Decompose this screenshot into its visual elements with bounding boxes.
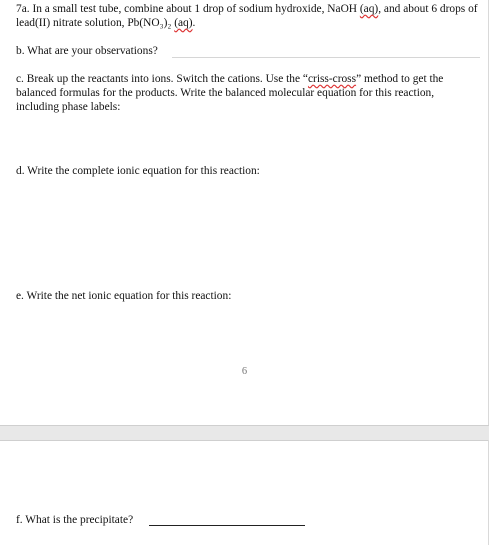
- phase-label-aq-1: (aq): [359, 3, 379, 15]
- question-7a-text-part3: .: [192, 17, 196, 29]
- question-7c: [16, 72, 478, 114]
- question-7b: [16, 44, 478, 58]
- page-break-gap: [0, 425, 489, 441]
- question-7c-text-part1: c. Break up the reactants into ions. Switch the cations. Use the “: [16, 73, 308, 85]
- question-7b-label: b. What are your observations?: [16, 45, 158, 57]
- question-7a-text-part2: , and about 6 drops of lead(II) nitrate solution, Pb(NO₃)₂: [16, 3, 478, 29]
- question-7e-label: e. Write the net ionic equation for this reaction:: [16, 290, 232, 302]
- question-7e: [16, 289, 478, 303]
- page-number: 6: [241, 366, 248, 377]
- question-7d: [16, 164, 478, 178]
- question-7a-text-part1: 7a. In a small test tube, combine about 1 drop of sodium hydroxide, NaOH: [16, 3, 360, 15]
- question-7a: [16, 2, 478, 30]
- precipitate-answer-line: [149, 525, 305, 526]
- observations-line: [172, 57, 480, 58]
- question-7d-label: d. Write the complete ionic equation for this reaction:: [16, 165, 260, 177]
- phase-label-aq-2: (aq): [174, 17, 193, 29]
- criss-cross-term: criss-cross: [307, 73, 357, 85]
- question-7f-label: f. What is the precipitate?: [16, 514, 134, 526]
- question-7c-text-part2: ” method to get the balanced formulas for the products. Write the balanced molecular equation for this reaction, including phase labels:: [16, 73, 444, 113]
